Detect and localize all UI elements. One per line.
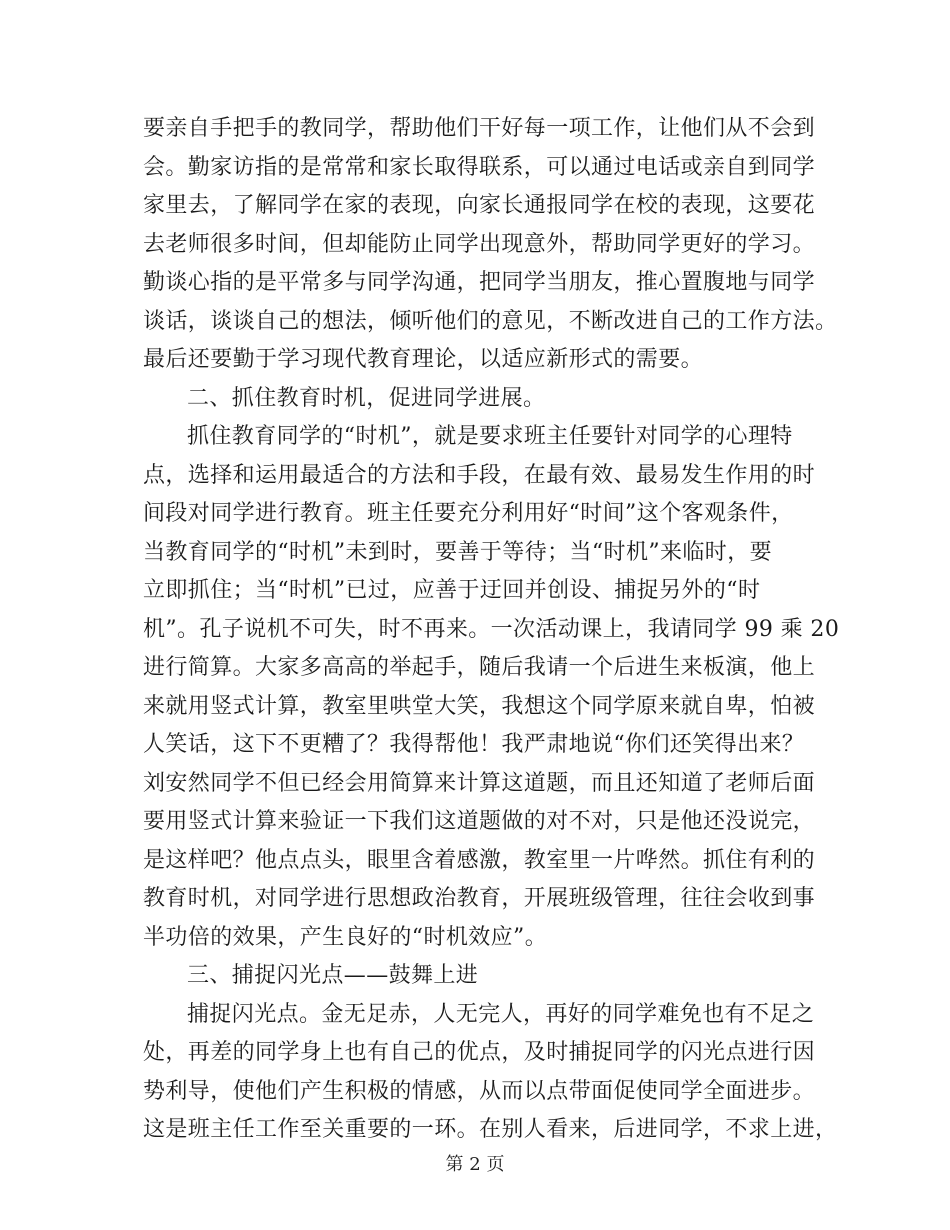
text-line: 捕捉闪光点。金无足赤，人无完人，再好的同学难免也有不足之 (187, 1001, 815, 1027)
text-line: 是这样吧？他点点头，眼里含着感激，教室里一片哗然。抓住有利的 (143, 847, 816, 873)
text-line: 去老师很多时间，但却能防止同学出现意外，帮助同学更好的学习。 (143, 231, 816, 257)
text-line: 间段对同学进行教育。班主任要充分利用好“时间”这个客观条件， (143, 501, 794, 526)
body-text (143, 110, 840, 1150)
text-line: 处，再差的同学身上也有自己的优点，及时捕捉同学的闪光点进行因 (143, 1040, 816, 1065)
section-heading: 二、抓住教育时机，促进同学进展。 (187, 385, 546, 411)
text-line: 最后还要勤于学习现代教育理论，以适应新形式的需要。 (143, 347, 704, 372)
text-line: 家里去，了解同学在家的表现，向家长通报同学在校的表现，这要花 (143, 193, 816, 218)
text-line: 来就用竖式计算，教室里哄堂大笑，我想这个同学原来就自卑，怕被 (143, 693, 816, 719)
text-line: 谈话，谈谈自己的想法，倾听他们的意见，不断改进自己的工作方法。 (143, 308, 838, 334)
text-line: 勤谈心指的是平常多与同学沟通，把同学当朋友，推心置腹地与同学 (143, 270, 816, 295)
section-heading: 三、捕捉闪光点——鼓舞上进 (187, 963, 479, 988)
text-line: 点，选择和运用最适合的方法和手段，在最有效、最易发生作用的时 (143, 462, 816, 488)
text-line: 要用竖式计算来验证一下我们这道题做的对不对，只是他还没说完， (143, 809, 816, 834)
text-line: 要亲自手把手的教同学，帮助他们干好每一项工作，让他们从不会到 (143, 116, 816, 141)
text-line: 立即抓住；当“时机”已过，应善于迂回并创设、捕捉另外的“时 (143, 578, 761, 603)
page-number: 第 2 页 (445, 1154, 505, 1175)
text-line: 人笑话，这下不更糟了？我得帮他！我严肃地说“你们还笑得出来？ (143, 732, 805, 757)
text-line: 机”。孔子说机不可失，时不再来。一次活动课上，我请同学 99 乘 20 (143, 616, 840, 642)
text-line: 教育时机，对同学进行思想政治教育，开展班级管理，往往会收到事 (143, 886, 816, 911)
text-line: 当教育同学的“时机”未到时，要善于等待；当“时机”来临时，要 (143, 539, 772, 565)
text-line: 刘安然同学不但已经会用简算来计算这道题，而且还知道了老师后面 (143, 770, 816, 796)
text-line: 半功倍的效果，产生良好的“时机效应”。 (143, 924, 548, 950)
text-line: 这是班主任工作至关重要的一环。在别人看来，后进同学，不求上进， (143, 1117, 838, 1142)
text-line: 进行简算。大家多高高的举起手，随后我请一个后进生来板演，他上 (143, 655, 816, 680)
text-line: 势利导，使他们产生积极的情感，从而以点带面促使同学全面进步。 (143, 1078, 816, 1104)
text-line: 抓住教育同学的“时机”，就是要求班主任要针对同学的心理特 (187, 424, 793, 449)
text-line: 会。勤家访指的是常常和家长取得联系，可以通过电话或亲自到同学 (143, 154, 816, 180)
